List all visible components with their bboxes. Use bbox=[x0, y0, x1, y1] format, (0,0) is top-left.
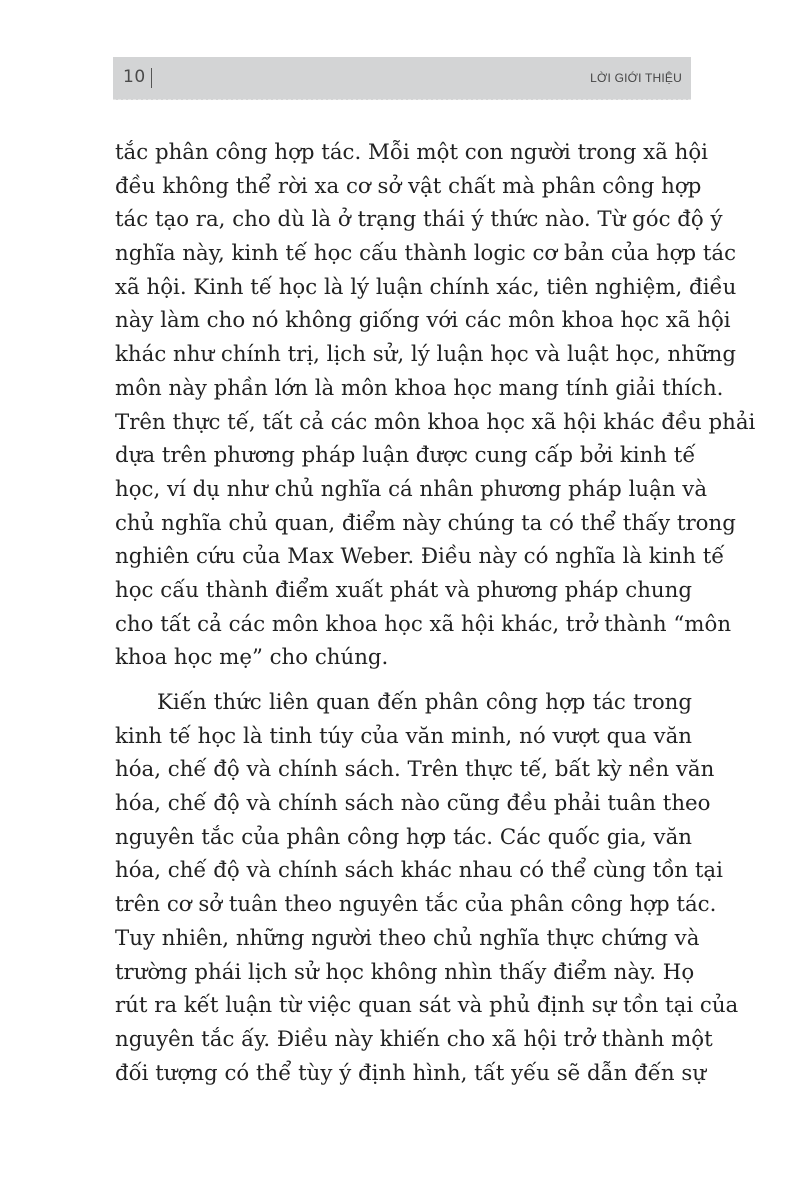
paragraph-2 bbox=[115, 686, 739, 1090]
text-line: chủ nghĩa chủ quan, điểm này chúng ta có thể thấy trong bbox=[115, 510, 736, 536]
text-line: đối tượng có thể tùy ý định hình, tất yếu sẽ dẫn đến sự bbox=[115, 1060, 707, 1086]
text-line: hóa, chế độ và chính sách. Trên thực tế, bất kỳ nền văn bbox=[115, 757, 715, 783]
text-line: xã hội. Kinh tế học là lý luận chính xác, tiên nghiệm, điều bbox=[115, 274, 737, 300]
text-line: kinh tế học là tinh túy của văn minh, nó vượt qua văn bbox=[115, 723, 692, 749]
text-line: Trên thực tế, tất cả các môn khoa học xã hội khác đều phải bbox=[115, 409, 756, 435]
text-line: tác tạo ra, cho dù là ở trạng thái ý thức nào. Từ góc độ ý bbox=[115, 207, 723, 233]
text-line: nguyên tắc của phân công hợp tác. Các quốc gia, văn bbox=[115, 824, 692, 850]
text-line: nghiên cứu của Max Weber. Điều này có nghĩa là kinh tế bbox=[115, 544, 725, 570]
text-line: đều không thể rời xa cơ sở vật chất mà phân công hợp bbox=[115, 173, 702, 199]
text-line: trường phái lịch sử học không nhìn thấy điểm này. Họ bbox=[115, 959, 695, 985]
text-line: nghĩa này, kinh tế học cấu thành logic cơ bản của hợp tác bbox=[115, 241, 737, 267]
section-title: LỜI GIỚI THIỆU bbox=[590, 71, 682, 85]
paragraph-1 bbox=[115, 136, 756, 675]
text-line: trên cơ sở tuân theo nguyên tắc của phân công hợp tác. bbox=[115, 892, 717, 918]
text-line: khoa học mẹ” cho chúng. bbox=[115, 645, 389, 671]
text-line: hóa, chế độ và chính sách nào cũng đều phải tuân theo bbox=[115, 791, 711, 817]
text-line: khác như chính trị, lịch sử, lý luận học và luật học, những bbox=[115, 342, 737, 368]
text-line: này làm cho nó không giống với các môn khoa học xã hội bbox=[115, 308, 731, 334]
running-header bbox=[113, 57, 691, 100]
page-body bbox=[115, 136, 756, 1090]
text-line: Kiến thức liên quan đến phân công hợp tác trong bbox=[157, 690, 692, 715]
text-line: cho tất cả các môn khoa học xã hội khác, trở thành “môn bbox=[115, 611, 732, 637]
text-line: học cấu thành điểm xuất phát và phương pháp chung bbox=[115, 577, 692, 603]
text-line: học, ví dụ như chủ nghĩa cá nhân phương pháp luận và bbox=[115, 476, 708, 502]
text-line: rút ra kết luận từ việc quan sát và phủ định sự tồn tại của bbox=[115, 993, 739, 1019]
page-number: 10 bbox=[123, 67, 146, 87]
text-line: Tuy nhiên, những người theo chủ nghĩa thực chứng và bbox=[115, 925, 700, 951]
text-line: dựa trên phương pháp luận được cung cấp bởi kinh tế bbox=[115, 443, 696, 469]
header-divider bbox=[151, 68, 152, 88]
text-line: nguyên tắc ấy. Điều này khiến cho xã hội trở thành một bbox=[115, 1026, 713, 1052]
text-line: môn này phần lớn là môn khoa học mang tính giải thích. bbox=[115, 375, 724, 401]
text-line: hóa, chế độ và chính sách khác nhau có thể cùng tồn tại bbox=[115, 858, 723, 884]
text-line: tắc phân công hợp tác. Mỗi một con người trong xã hội bbox=[115, 140, 708, 165]
